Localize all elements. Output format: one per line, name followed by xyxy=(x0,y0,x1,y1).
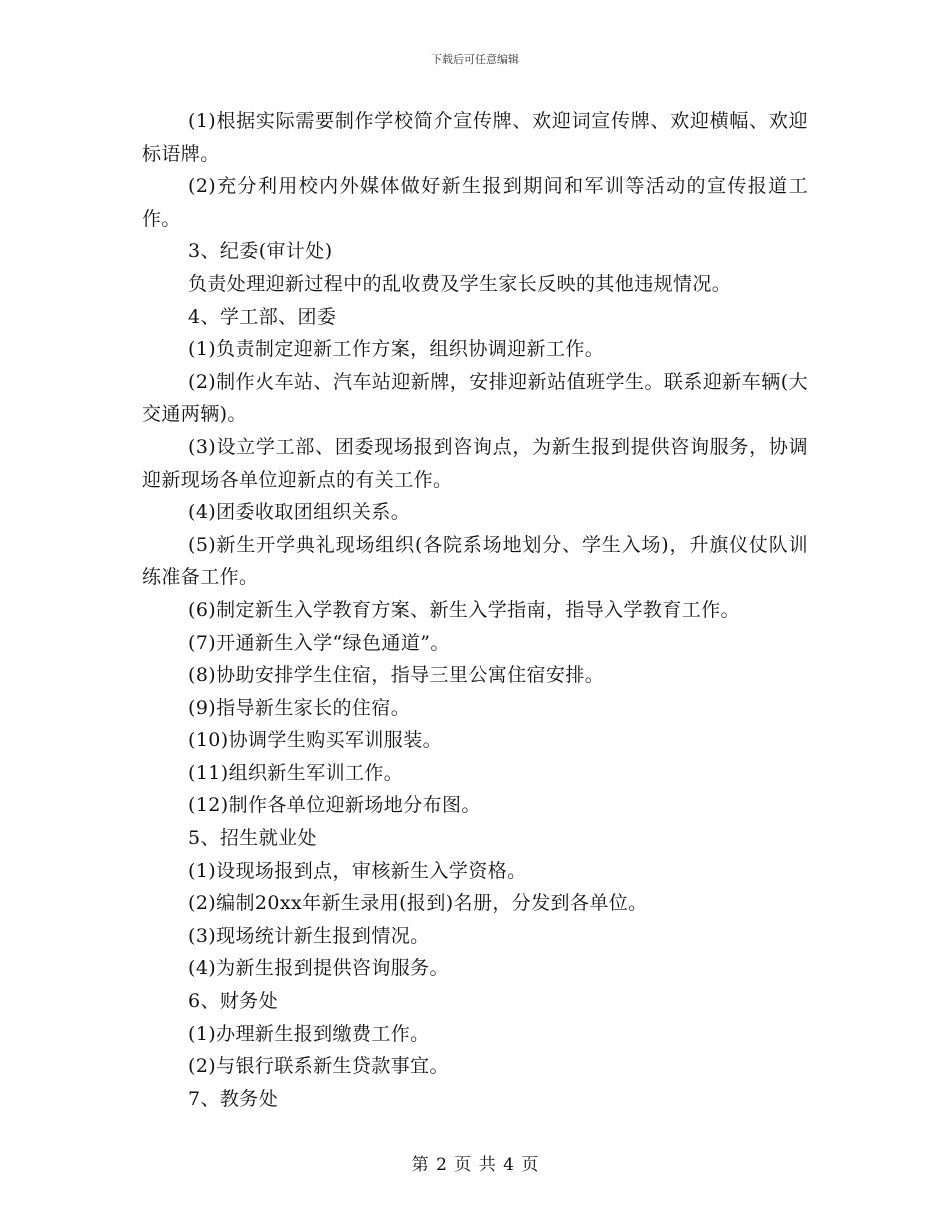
paragraph: (6)制定新生入学教育方案、新生入学指南，指导入学教育工作。 xyxy=(188,598,740,621)
section-heading: 4、学工部、团委 xyxy=(188,305,337,328)
paragraph: (2)充分利用校内外媒体做好新生报到期间和军训等活动的宣传报道工作。 xyxy=(142,175,808,230)
paragraph: (4)为新生报到提供咨询服务。 xyxy=(188,957,449,980)
paragraph: (2)编制20xx年新生录用(报到)名册，分发到各单位。 xyxy=(188,892,648,915)
paragraph: (7)开通新生入学“绿色通道”。 xyxy=(188,631,450,654)
paragraph: (2)制作火车站、汽车站迎新牌，安排迎新站值班学生。联系迎新车辆(大交通两辆)。 xyxy=(142,370,808,426)
section-heading: 6、财务处 xyxy=(188,990,279,1013)
paragraph: (11)组织新生军训工作。 xyxy=(188,761,404,784)
section-heading: 5、招生就业处 xyxy=(188,827,317,850)
paragraph: (2)与银行联系新生贷款事宜。 xyxy=(188,1055,449,1078)
paragraph: (9)指导新生家长的住宿。 xyxy=(188,696,411,719)
paragraph: (4)团委收取团组织关系。 xyxy=(188,501,411,524)
paragraph: (1)办理新生报到缴费工作。 xyxy=(188,1022,430,1045)
paragraph: (1)设现场报到点，审核新生入学资格。 xyxy=(188,859,527,882)
paragraph: 负责处理迎新过程中的乱收费及学生家长反映的其他违规情况。 xyxy=(188,272,732,295)
paragraph: (3)现场统计新生报到情况。 xyxy=(188,924,430,947)
paragraph: (5)新生开学典礼现场组织(各院系场地划分、学生入场)，升旗仪仗队训练准备工作。 xyxy=(142,533,808,589)
section-heading: 3、纪委(审计处) xyxy=(188,240,333,263)
paragraph: (1)负责制定迎新工作方案，组织协调迎新工作。 xyxy=(188,338,605,361)
page-header: 下载后可任意编辑 xyxy=(431,53,519,66)
section-heading: 7、教务处 xyxy=(188,1087,279,1110)
paragraph: (12)制作各单位迎新场地分布图。 xyxy=(188,794,481,817)
page-footer: 第 2 页 共 4 页 xyxy=(411,1155,539,1175)
paragraph: (3)设立学工部、团委现场报到咨询点，为新生报到提供咨询服务，协调迎新现场各单位迎新点的有关工作。 xyxy=(142,435,808,491)
paragraph: (1)根据实际需要制作学校简介宣传牌、欢迎词宣传牌、欢迎横幅、欢迎标语牌。 xyxy=(142,110,808,165)
paragraph: (10)协调学生购买军训服装。 xyxy=(188,729,443,752)
paragraph: (8)协助安排学生住宿，指导三里公寓住宿安排。 xyxy=(188,664,605,687)
document-body xyxy=(142,105,808,1115)
